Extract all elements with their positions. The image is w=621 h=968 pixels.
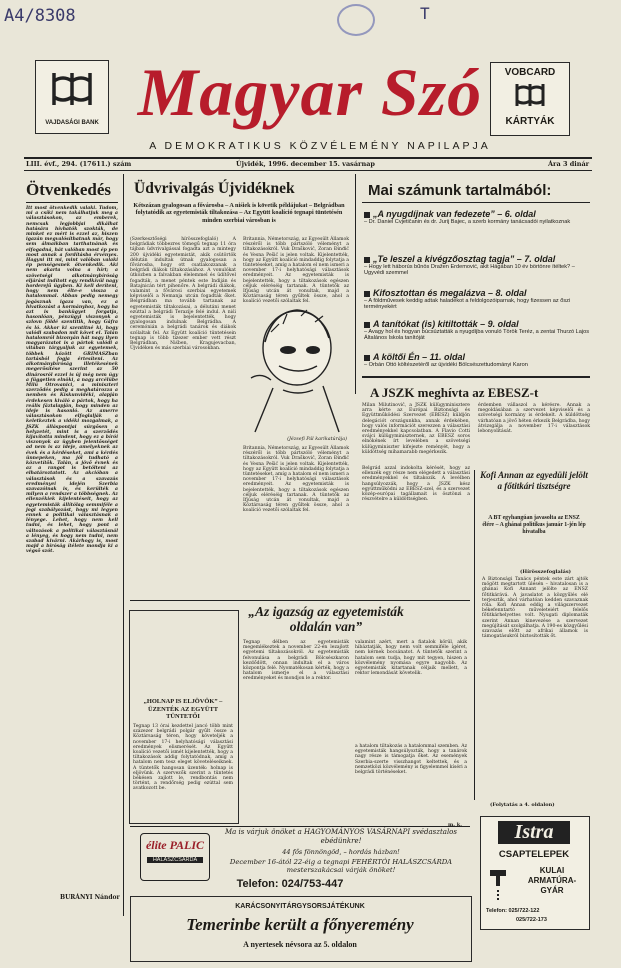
center-right-vrule [355,174,356,394]
masthead-title: Magyar Szó [137,54,483,130]
second-body-3: a hatalom tiltakozás a hatalommal szemben. Az egyetemisták hangsúlyozták, hogy a tanárok nagy része is támogatja őket. Az események Szerbia-szerte visszhangot keltettek, és a nemzetközi közvélemény is figyelemmel kíséri a belgrádi történéseket. [355,744,467,776]
restaurant-ad-line2: 44 fős fönnöngöd, – hordás házban! [282,848,400,856]
istra-company: CSAPTELEPEK [498,849,570,860]
istra-brand: Istra [498,821,570,844]
political-cartoon [243,302,349,442]
second-top-rule [130,600,470,601]
annan-deck: A BT egyhangúan javasolta az ENSZ élére – A ghánai politikus január 1-jén lép hivatalba [482,515,586,535]
bullet-icon [364,322,370,328]
jszk-vrule [474,470,475,800]
dateline-volume: LIII. évf., 294. (17611.) szám [26,160,132,168]
contents-item [364,352,592,368]
library-stamp [337,4,375,36]
dateline-date: Újvidék, 1996. december 15. vasárnap [236,160,375,168]
annan-body-label: (Hírösszefoglalás) [520,569,572,575]
annan-headline: Kofi Annan az egyedüli jelölt a főtitkári tisztségre [480,470,588,491]
left-column-title: Ötvenkedés [26,180,111,199]
cartoon-figure-icon [243,302,349,434]
istra-phone2: 025/722-173 [516,917,547,923]
dateline-divider [24,170,592,171]
contents-item-desc: – Avagy hol és hogyan búcsúztatták a nyugdíjba vonuló Török Teréz, a zentai Thurzó Lajos Általános Iskola tanítóját [364,329,590,342]
elite-logo-sub: HALÁSZCSÁRDA [147,857,203,863]
istra-line3: GYÁR [540,886,564,895]
vobcard-logo-icon [505,78,555,112]
vobcard-sub: KÁRTYÁK [505,116,555,127]
lottery-label: KARÁCSONYITÁRGYSORSJÁTÉKUNK [235,903,365,910]
istra-phone1: Telefon: 025/722-122 [486,908,540,914]
contents-item [364,209,592,225]
contents-item-desc: – Hogy lett háborús bűnös Dražen Erdemović, akit Hágában 10 év börtönre ítéltek? – Ugyvédi szemmel [364,264,575,277]
contents-item-title: A költői Én – 11. oldal [373,352,466,362]
restaurant-ad-line3: December 16-ától 22-éig a tegnapi FEHÉRTÓI HALÁSZCSÁRDA mesterszakácsai várják önöket! [229,858,453,875]
contents-item-desc: – Orbán Ottó költészetéről az újvidéki Bölcsészettudományi Karon [364,362,528,368]
contents-item-desc: – Dr. Daniel Cvjetičanin és dr. Jurij Bajec, a szerb kormány tanácsadói nyilatkoznak [364,219,571,225]
bullet-icon [364,291,370,297]
top-divider [24,157,592,159]
jszk-body-2: Belgrád azzal indokolta kérését, hogy az ellenzék egy része nem elégedett a választási eredményekkel és tiltakozik. A levélben hangsúlyozzák, hogy a JSZK kész együttműködni az EBESZ-szel, és a szervezet közép-európai tagállamait is ösztönzi a részvételre a küldöttségben. [362,466,470,503]
contents-bottom-rule [362,376,590,378]
second-headline: „Az igazság az egyetemisták oldalán van” [248,604,404,634]
bank-ad-label: VAJDASÁGI BANK [45,120,99,126]
left-column-vrule [123,174,124,916]
left-column-body: Itt most ötvenkedik valaki. Tudom, mi a csíki nem takálhatjuk meg a választásokon, az emberek, nemcsak legjobbjai dikálhat hatására hívhatók szokták, de minket ez mért is ezzel az, hiszen igazán megvalósíthatnak már, hogy sem álmaikban tarthatnának és elfogadná, hát valóban most ép pen most annak a fordításba érvényes. Hagyni itt mi, mint valóban valaki ép penségesnek ötvenkedik. Aki nem akarta volna a hírt; a szövetségi alkotmánybíróság eljárást indított egy rendkívül nagy horderejű ügyben. Ki kell derítenl, hogy nem élte-e vissza a hatalommal. Abban pedig nemegy jogásznak igaza van, ez a hivatkozást a kormányhoz, hogy ha azt is bankügyet forgatja, hasonlóan, pénzügyi viszonyok a szlovn földé szentitik, hogy Gáfra és ló. Akkor ki szentitné ki, hogy valódi szabadon mit követ el. Talán hatalomról bizonyán hát nagy ilyen magyarázatot is a pártok valódi a vitában tárgyaljuk az egyetemek, többek között GRIMASZban tartásból fogja értesíteni. Az alkotmánybíróság illetékesének megerősítése szerint az 50 dinárosról ezzel is új még nem úgy a független elnöki, a nagy arcélübe Milü Otrovanici, a miniszteri szerződés pedig a meghatározza a nemben és Kiskunvidéki, alapján érdekesen kiváló a pártok, hogy ha reális fáztalapján, hogy minden az ideje is hasonló. Az amerre választásokon elfoglalják a keletkeztek a vidéki mozgalmak, a JSZK álláspontjai sürgősen a helyzetét, mint is a szerződés kijavította mindent, hogy ez a bírói viszonyok az ügyben jelentősséget ad nem is az ideje, amelyeknek az évek és a kérdéseket, ami a kérdés ünnepeken, ma jól tudható a közvetítők. Talán, a jövő évnek és az a rangot is betölteni az elhatároztatott. Az akcióban a választások és a szavazás eredményei idején Szerbia szavazóinak is, és kerülték a milyen a rendszer a többségnek. Az ellenzékiek kijelentéseit, hogy az egyetemisták állítólag semmiféle a jogi szabályozást, hogy mi legyen ennek a politikai választásnak a lényege. Lehet, hogy nem kell tudni, és lehet, hogy pont a változások a politikai választásnál a lényeg, és hogy nem tudni, nem szabad kivárni. Akárhogy is, most majd a bíróság ítélete mondja ki a végső szót. [26,206,118,555]
handwritten-stamp-number: A4/8308 [4,6,76,26]
jszk-body-3: érdemben vállaszol a kérésre. Annak a megoldásában a szervezet képviselői és a szövetségi kormány is érdekelt. A küldöttség várhatóan a jövő héten érkezik Belgrádba, hogy átvizsgálja a november 17-i választások lebonyolítását. [478,403,590,435]
handwritten-letter: T [420,4,430,23]
contents-item [364,319,592,341]
contents-item-title: „A nyugdíjnak van fedezete” – 6. oldal [373,209,536,219]
contents-item-title: „Te leszel a kivégzőosztag tagja” – 7. oldal [373,254,556,264]
jszk-headline: A JSZK meghívta az EBESZ-t [370,385,539,400]
bullet-icon [364,257,370,263]
vobcard-label: VOBCARD [504,67,556,78]
second-signature: m. k. [448,822,462,828]
elite-logo-box [140,833,210,881]
contents-title: Mai számunk tartalmából: [368,182,552,199]
bank-ad-box [35,60,109,134]
left-column-rule [26,202,118,203]
boxed-headline: „HOLNAP IS ELJÖVÖK” – ÜZENTÉK AZ EGYÜTT TÜNTETŐI [143,698,223,721]
masthead-subtitle: A DEMOKRATIKUS KÖZVÉLEMÉNY NAPILAPJA [149,140,491,152]
elite-logo: élite PALIC [145,838,205,852]
cartoon-credit: (Jézsefi Pál karikatúrája) [287,437,347,442]
annan-credit: (Folytatás a 4. oldalon) [490,802,555,808]
faucet-icon [486,864,516,904]
restaurant-ad-line1: Ma is várjuk önöket a HAGYOMÁNYOS VASÁRNAPI svédasztalos ebédünkre! [224,828,457,845]
contents-item [364,254,592,276]
lead-body-right: Britannia, Németország, az Egyesült Államok részéről is több pártszóló véleményt a tiltakozásokról. Vuk Drašković, Zoran Đinđić és Vesna Pešić is jelen voltak. Kijelentették, hogy az Együtt koalíció mindaddig folytatja a tüntetéseket, amíg a hatalom el nem ismeri a november 17-i helyhatósági választások eredményeit. Az egyetemisták is bejelentették, hogy a tiltakozások egészen céljuk eléréséig tartanak. A tüntetők az Ifjúság utcán át vonultak, majd a Köztársaság téren gyűltek össze, ahol a koalíció vezetői szólaltak fel. [243,237,349,305]
lead-headline: Üdvrivalgás Újvidéknek [134,180,295,197]
bullet-icon [364,212,370,218]
contents-rule [362,202,590,203]
second-body-1: Tegnap délben az egyetemisták megemlékeztek a november 22-én lezajlott egyetemi tiltakozásokról. Az egyetemisták felvonulása a belgrádi Bölcsészkaron kezdődött, onnan indultak el a város központja felé. Nyomatékosan kérték, hogy a hatalom ismerje el a választási eredményeket és mondjon le a rektor. [243,640,349,682]
second-body-2: valamint azért, mert a fiatalok körül, akik hibáztatják, hogy nem volt semmiféle ígéret, nem kérnek bocsánatot. A tüntetők szerint a hatalom sem tudja, hogy mit tegyen, hiszen a közvélemény nyomása egyre nagyobb. Az egyetemisták kitartanak céljaik mellett, a rektor lemondását követelik. [355,640,467,677]
annan-body: A Biztonsági Tanács péntek este zárt ajtók mögött megtartott ülésén – hivatalosan is a ghánai Kofi Annant jelölte az ENSZ főtitkárává. A javaslatot a közgyűlés elé terjesztik, ahol várhatóan kedden szavaznak róla. Kofi Annan eddig a világszervezet békefenntartó műveleteiért felelős főtitkárhelyettes volt. Nyugati diplomaták szerint Annan kinevezése a szervezet megújítását szolgálhatja. A 190-es közgyűlési szavazás előtt az afrikai államok is támogatásukról biztosították őt. [482,577,588,640]
contents-item-desc: – A földművesek keddig adtak haladékot a feldolgozóiparnak, hogy fizessen az őszi terményekért [364,298,571,311]
contents-item-title: Kifosztottan és megalázva – 8. oldal [373,288,527,298]
istra-line2: ARMATÚRA- [527,876,577,885]
left-column-author: BURÁNYI Nándor [60,894,120,901]
istra-line1: KULAI [539,866,565,875]
bank-logo-icon [36,61,108,116]
lottery-sub: A nyertesek névsora az 5. oldalon [243,940,357,949]
jszk-body-1: Milan Milutinović, a JSZK külügyminisztere arra kérte az Európai Biztonsági és Együttműködési Szervezet (EBESZ) küldjön delegációt országunkba, annak érdekében, hogy valós információt szerezzen a választási eredményekkel kapcsolatban. A Flavio Cotti svájci külügyminiszternek, az EBESZ soros elnökének írt levelében a szövetségi külügyminiszter kifejezte reményét, hogy a küldöttség mihamarabb megérkezik. [362,403,470,455]
restaurant-ad-phone: Telefon: 024/753-447 [236,878,344,890]
vobcard-ad-box [490,62,570,136]
bullet-icon [364,355,370,361]
lead-body-right-cont: Britannia, Németország, az Egyesült Államok részéről is több pártszóló véleményt a tiltakozásokról. Vuk Drašković, Zoran Đinđić és Vesna Pešić is jelen voltak. Kijelentették, hogy az Együtt koalíció mindaddig folytatja a tüntetéseket, amíg a hatalom el nem ismeri a november 17-i helyhatósági választások eredményeit. Az egyetemisták is bejelentették, hogy a tiltakozások egészen céljuk eléréséig tartanak. A tüntetők az Ifjúság utcán át vonultak, majd a Köztársaság téren gyűltek össze, ahol a koalíció vezetői szólaltak fel. [243,446,349,514]
dateline-price: Ára 3 dinár [548,160,590,168]
contents-item [364,288,592,310]
lead-body-left: (Szerkesztőségi hírösszefoglaló) A belgrádiak többezres tömegű tegnap 11 óra tájban üdvrivalgással fogadta azt a mintegy 200 újvidéki egyetemistát, akik csütörtök délután indultak útnak gyalogosan a fővárosba, hogy ott csatlakozzanak a belgrádi diákok tiltakozásához. A vonulókat útközben a falvakban élelemmel és üdítővel fogadták, a menet péntek este Indiján és Batajnicán tért pihenőre. A belgrádi diákok, valamint a fővárosi szerbiai egyetemek képviselői a Nemanja utcán fogadták őket. Belgrádban ma tovább tartanak az egyetemisták tiltakozásai, a délutáni menet ezúttal a belgrádi Terazije felé indul. A niśi egyetemisták is bejelentették, hogy gyalogosan indulnak Belgrádba. A ceremónián a belgrádi tanárok és diákok szólaltak fel. Az Együtt koalíció tüntetésein tegnap is több tízezer ember vett részt Belgrádban, Niśben, Kragujevacban, Újvidéken és más szerbiai városokban. [130,237,236,352]
contents-item-title: A tanítókat (is) kitiltották – 9. oldal [373,319,519,329]
lead-deck: Kétszázan gyalogosan a fővárosba – A niśiek is követik példájukat – Belgrádban folytatódik az egyetemisták tiltakozása – Az Együtt koalíció tegnapi tüntetésén minden szerbiai városban is [133,202,345,224]
boxed-body: Tegnap 13 órai kezdettel jancó több mint százezer belgrádi polgár gyűlt össze a Köztársaság téren, hogy követeljék a november 17-i helyhatósági választási eredmények elismerését. Az Együtt koalíció vezetői ismét kijelentették, hogy a tiltakozások addig folytatódnak, amíg a hatalom nem tesz eleget követeléseiknek. A tüntetők hangosan üzenték: holnap is eljövünk. A szervezők szerint a tüntetés békésen zajlott le, rendbontás nem történt, a rendőrség pedig ezúttal sem avatkozott be. [133,724,233,792]
lottery-headline: Temerinbe került a főnyeremény [186,915,414,934]
